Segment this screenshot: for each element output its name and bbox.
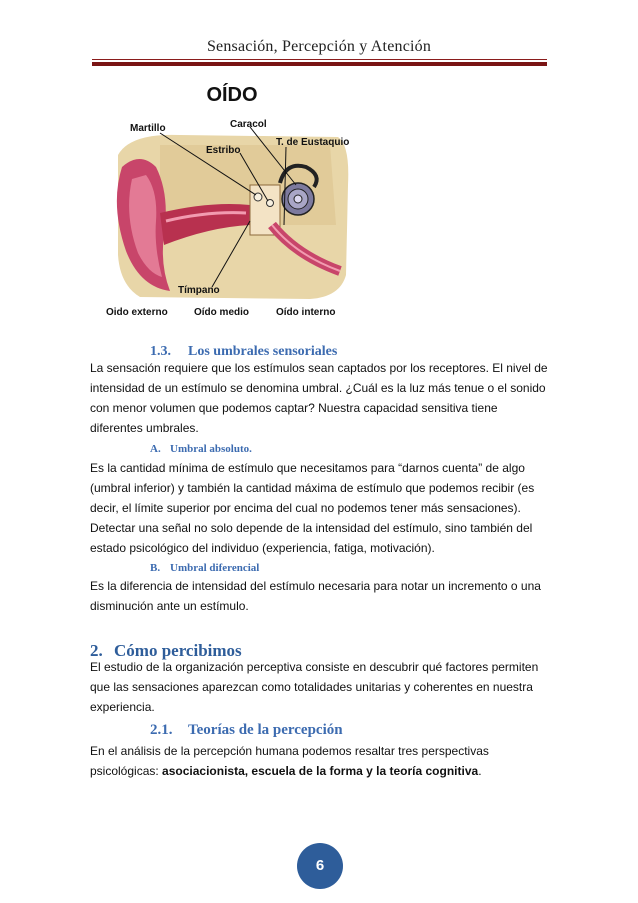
header-rule-thin [92,59,547,60]
heading-a [150,443,252,455]
heading-b [150,562,259,574]
heading-2-1-number: 2.1. [150,722,173,738]
ear-anatomy-figure [100,75,360,325]
heading-2-number: 2. [90,641,103,660]
figure-title: OÍDO [206,84,258,106]
heading-b-title: Umbral diferencial [170,562,260,574]
teorias-text-end: . [478,764,482,778]
heading-1-3-title: Los umbrales sensoriales [188,344,338,359]
page-number-badge: 6 [297,843,343,889]
paragraph-teorias [90,741,552,781]
teorias-text-start: En el análisis de la percepción humana podemos resaltar tres perspectivas psicológicas: [90,744,489,778]
paragraph-como-percibimos: El estudio de la organización perceptiva consiste en descubrir qué factores permiten que las sensaciones aparezcan como totalidades unitarias y coherentes en nuestra experiencia. [90,660,539,714]
page-header-title: Sensación, Percepción y Atención [206,38,432,55]
label-estribo: Estribo [206,145,241,156]
paragraph-umbral-absoluto: Es la cantidad mínima de estímulo que necesitamos para “darnos cuenta” de algo (umbral inferior) y también la cantidad máxima de estímulo que podemos recibir (es decir, el límite superior por encima del cual no podemos tener más sensaciones). Detectar una señal no solo depende de la intensidad del estímulo, sino también del estado psicológico del individuo (experiencia, fatiga, motivación). [90,461,535,555]
paragraph-umbrales: La sensación requiere que los estímulos sean captados por los receptores. El nivel de intensidad de un estímulo se denomina umbral. ¿Cuál es la luz más tenue o el sonido con menor volumen que podemos captar? Nuestra capacidad sensitiva tiene diferentes umbrales. [90,361,548,435]
heading-1-3-number: 1.3. [150,344,171,359]
label-oido-medio: Oído medio [194,307,249,318]
label-martillo: Martillo [130,123,166,134]
header-rule-thick [92,62,547,66]
label-oido-externo: Oido externo [106,307,168,318]
label-timpano: Tímpano [178,285,220,296]
label-caracol: Caracol [230,119,267,130]
cochlea-inner [294,195,302,203]
label-oido-interno: Oído interno [276,307,336,318]
heading-a-title: Umbral absoluto. [170,443,252,455]
heading-2-1-title: Teorías de la percepción [188,722,343,738]
heading-b-letter: B. [150,562,161,574]
teorias-text-bold: asociacionista, escuela de la forma y la teoría cognitiva [162,764,479,778]
heading-2-title: Cómo percibimos [114,641,242,660]
label-eustaquio: T. de Eustaquio [276,137,350,148]
heading-a-letter: A. [150,443,161,455]
heading-2-1 [150,722,343,739]
paragraph-umbral-diferencial: Es la diferencia de intensidad del estímulo necesaria para notar un incremento o una disminución ante un estímulo. [90,579,541,613]
